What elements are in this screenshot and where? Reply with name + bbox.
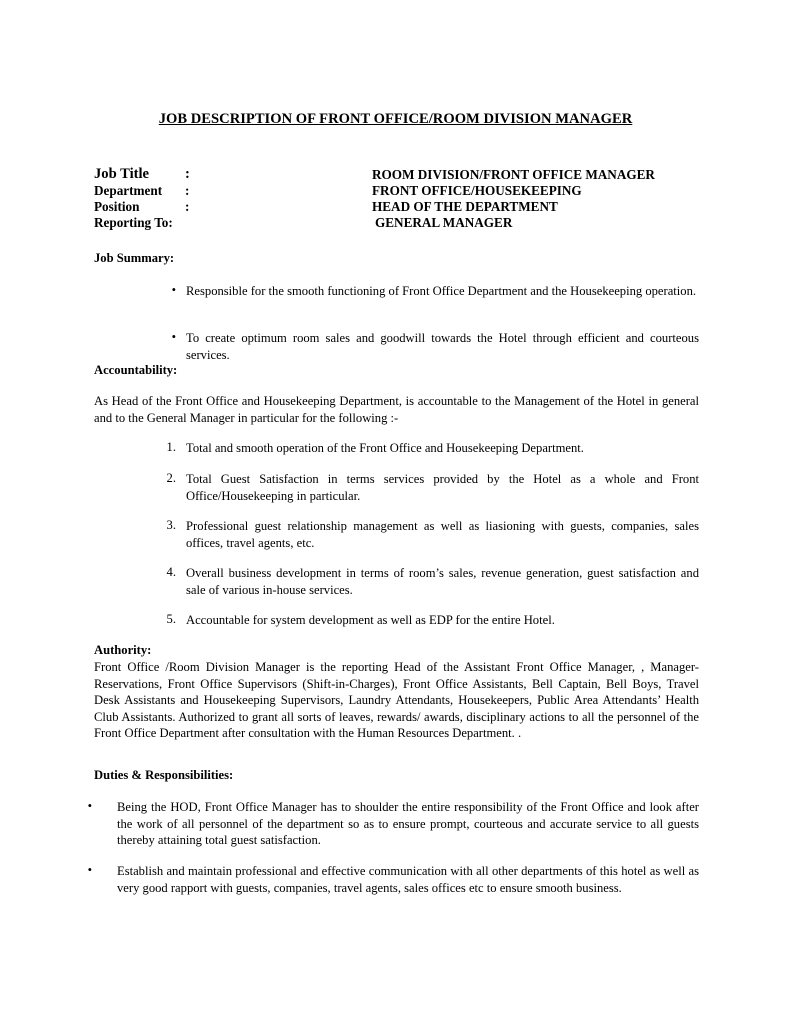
- list-number: 1.: [166, 440, 176, 454]
- job-summary-heading: Job Summary:: [94, 251, 175, 265]
- accountability-item: Accountable for system development as well as EDP for the entire Hotel.: [186, 613, 555, 627]
- bullet-icon: •: [171, 330, 176, 344]
- department-value: FRONT OFFICE/HOUSEKEEPING: [372, 183, 582, 198]
- department-label: Department: [94, 183, 163, 198]
- job-summary-item: To create optimum room sales and goodwill towards the Hotel through efficient and courteous services.: [186, 331, 699, 362]
- list-number: 3.: [166, 518, 176, 532]
- department-colon: :: [185, 183, 190, 198]
- job-title-value: ROOM DIVISION/FRONT OFFICE MANAGER: [372, 167, 655, 182]
- accountability-item: Total Guest Satisfaction in terms services provided by the Hotel as a whole and Front Office/Housekeeping in particular.: [186, 472, 699, 503]
- list-number: 5.: [166, 612, 176, 626]
- job-title-label: Job Title: [94, 166, 150, 182]
- reporting-to-label: Reporting To:: [94, 215, 173, 230]
- authority-heading: Authority:: [94, 643, 152, 657]
- document-title: JOB DESCRIPTION OF FRONT OFFICE/ROOM DIVISION MANAGER: [158, 111, 633, 127]
- accountability-item: Overall business development in terms of room’s sales, revenue generation, guest satisfaction and sale of various in-house services.: [186, 566, 699, 597]
- job-title-colon: :: [185, 166, 190, 182]
- position-value: HEAD OF THE DEPARTMENT: [372, 199, 558, 214]
- reporting-to-value: GENERAL MANAGER: [375, 215, 513, 230]
- accountability-item: Professional guest relationship management as well as liasioning with guests, companies, sales offices, travel agents, etc.: [186, 519, 699, 550]
- duties-item: Being the HOD, Front Office Manager has to shoulder the entire responsibility of the Front Office and look after the work of all personnel of the department so as to ensure prompt, courteous and accurate service to all guests thereby attaining total guest satisfaction.: [117, 800, 699, 848]
- accountability-heading: Accountability:: [94, 363, 178, 377]
- list-number: 4.: [166, 565, 176, 579]
- accountability-intro: As Head of the Front Office and Housekeeping Department, is accountable to the Management of the Hotel in general and to the General Manager in particular for the following :-: [94, 394, 699, 425]
- duties-heading: Duties & Responsibilities:: [94, 768, 234, 782]
- list-number: 2.: [166, 471, 176, 485]
- position-colon: :: [185, 199, 190, 214]
- job-summary-item: Responsible for the smooth functioning of Front Office Department and the Housekeeping operation.: [186, 284, 697, 298]
- bullet-icon: •: [171, 283, 176, 297]
- bullet-icon: •: [87, 799, 92, 813]
- accountability-item: Total and smooth operation of the Front Office and Housekeeping Department.: [186, 441, 584, 455]
- bullet-icon: •: [87, 863, 92, 877]
- position-label: Position: [94, 199, 140, 214]
- authority-text: Front Office /Room Division Manager is the reporting Head of the Assistant Front Office Manager, , Manager-Reservations, Front Office Supervisors (Shift-in-Charges), Front Office Assistants, Bell Captain, Bell Boys, Travel Desk Assistants and Housekeeping Supervisors, Laundry Attendants, Housekeepers, Public Area Attendants’ Health Club Assistants. Authorized to grant all sorts of leaves, rewards/ awards, disciplinary actions to all the personnel of the Front Office Department after consultation with the Human Resources Department. .: [94, 660, 699, 741]
- duties-item: Establish and maintain professional and effective communication with all other departments of this hotel as well as very good rapport with guests, companies, travel agents, sales offices etc to ensure smooth business.: [117, 864, 699, 895]
